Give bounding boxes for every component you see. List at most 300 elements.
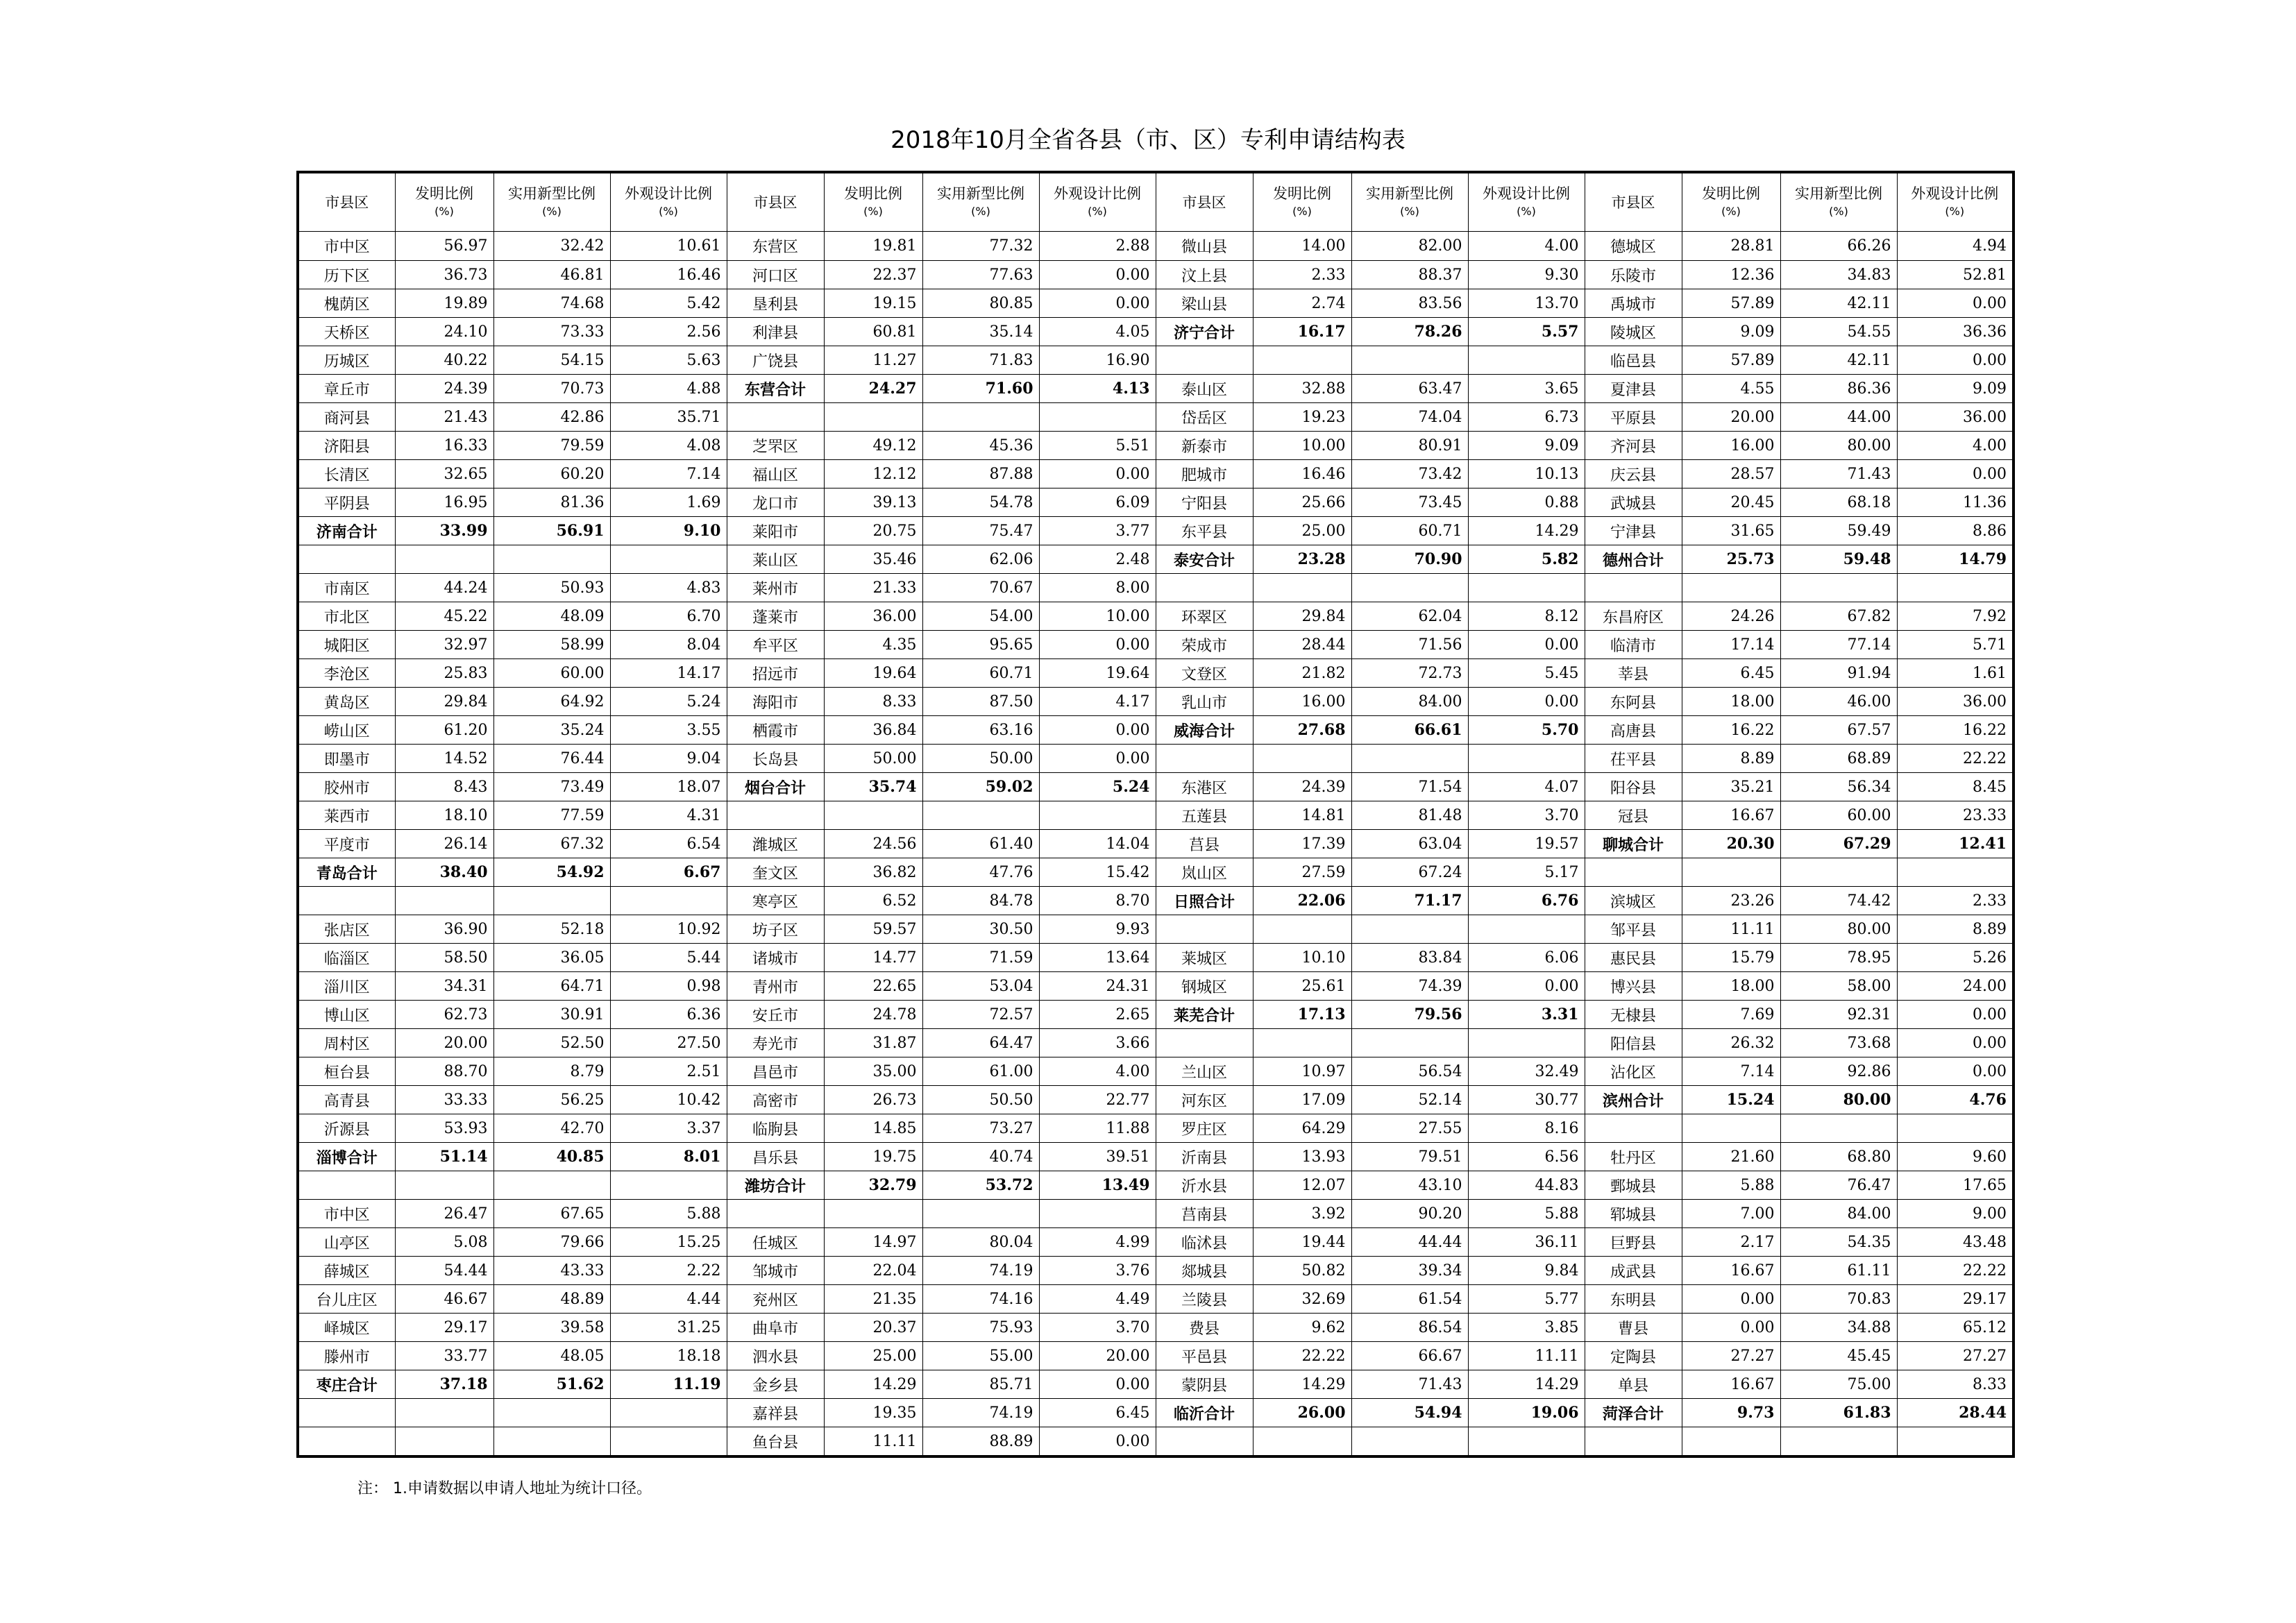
cell-design: 8.45 — [1897, 773, 2014, 801]
cell-invention: 19.64 — [824, 659, 922, 688]
cell-invention: 14.85 — [824, 1114, 922, 1143]
cell-invention: 27.59 — [1253, 858, 1351, 887]
header-region — [727, 172, 824, 232]
cell-region: 齐河县 — [1585, 432, 1682, 460]
cell-invention: 57.89 — [1682, 289, 1780, 318]
cell-utility: 43.10 — [1351, 1171, 1468, 1200]
cell-design: 16.90 — [1039, 346, 1156, 375]
cell-utility: 80.04 — [922, 1228, 1039, 1257]
cell-utility: 52.14 — [1351, 1086, 1468, 1114]
cell-region: 兰山区 — [1156, 1057, 1253, 1086]
cell-invention: 14.29 — [824, 1370, 922, 1399]
cell-utility — [493, 1427, 610, 1457]
header-label: 实用新型比例 — [1366, 185, 1453, 202]
cell-design: 11.19 — [610, 1370, 727, 1399]
cell-invention: 35.74 — [824, 773, 922, 801]
cell-utility: 30.91 — [493, 1001, 610, 1029]
cell-invention: 18.00 — [1682, 972, 1780, 1001]
cell-region: 临清市 — [1585, 631, 1682, 659]
cell-utility: 54.55 — [1780, 318, 1897, 346]
header-unit: (%) — [971, 204, 990, 218]
cell-design: 36.11 — [1468, 1228, 1585, 1257]
cell-region: 芝罘区 — [727, 432, 824, 460]
cell-design: 7.92 — [1897, 602, 2014, 631]
cell-region: 平邑县 — [1156, 1342, 1253, 1370]
cell-utility: 63.47 — [1351, 375, 1468, 403]
cell-utility: 67.65 — [493, 1200, 610, 1228]
cell-design: 0.00 — [1468, 972, 1585, 1001]
cell-region: 寒亭区 — [727, 887, 824, 915]
cell-invention: 39.13 — [824, 488, 922, 517]
cell-design: 4.05 — [1039, 318, 1156, 346]
header-label: 发明比例 — [415, 185, 473, 202]
cell-invention — [1253, 1029, 1351, 1057]
cell-invention: 29.84 — [395, 688, 493, 716]
header-label: 市县区 — [1182, 194, 1226, 211]
table-row — [298, 1200, 2014, 1228]
cell-region: 河东区 — [1156, 1086, 1253, 1114]
cell-invention: 7.14 — [1682, 1057, 1780, 1086]
cell-invention: 17.14 — [1682, 631, 1780, 659]
cell-region — [1156, 1029, 1253, 1057]
cell-region: 招远市 — [727, 659, 824, 688]
cell-design: 4.76 — [1897, 1086, 2014, 1114]
cell-utility: 60.00 — [1780, 801, 1897, 830]
cell-utility: 82.00 — [1351, 232, 1468, 261]
cell-design: 8.33 — [1897, 1370, 2014, 1399]
cell-design: 24.31 — [1039, 972, 1156, 1001]
cell-design: 18.07 — [610, 773, 727, 801]
cell-design: 4.00 — [1039, 1057, 1156, 1086]
cell-design: 4.49 — [1039, 1285, 1156, 1314]
cell-utility: 73.33 — [493, 318, 610, 346]
cell-region: 巨野县 — [1585, 1228, 1682, 1257]
cell-invention: 28.81 — [1682, 232, 1780, 261]
cell-utility: 62.04 — [1351, 602, 1468, 631]
cell-region: 烟台合计 — [727, 773, 824, 801]
table-row — [298, 1029, 2014, 1057]
cell-design: 5.24 — [1039, 773, 1156, 801]
header-label: 市县区 — [1611, 194, 1655, 211]
cell-design: 10.61 — [610, 232, 727, 261]
cell-invention: 32.79 — [824, 1171, 922, 1200]
table-row — [298, 972, 2014, 1001]
cell-utility: 52.50 — [493, 1029, 610, 1057]
cell-utility: 46.00 — [1780, 688, 1897, 716]
cell-region: 夏津县 — [1585, 375, 1682, 403]
cell-invention: 22.22 — [1253, 1342, 1351, 1370]
cell-region: 黄岛区 — [298, 688, 395, 716]
cell-region: 滕州市 — [298, 1342, 395, 1370]
header-label: 实用新型比例 — [1795, 185, 1882, 202]
cell-design: 14.17 — [610, 659, 727, 688]
cell-invention: 6.45 — [1682, 659, 1780, 688]
cell-region: 任城区 — [727, 1228, 824, 1257]
cell-invention: 2.33 — [1253, 261, 1351, 289]
cell-region: 东明县 — [1585, 1285, 1682, 1314]
cell-utility: 51.62 — [493, 1370, 610, 1399]
cell-region: 栖霞市 — [727, 716, 824, 745]
cell-region: 利津县 — [727, 318, 824, 346]
cell-region: 费县 — [1156, 1314, 1253, 1342]
cell-utility: 83.84 — [1351, 944, 1468, 972]
cell-utility: 50.93 — [493, 574, 610, 602]
cell-design: 5.77 — [1468, 1285, 1585, 1314]
cell-design: 5.88 — [610, 1200, 727, 1228]
cell-design: 9.09 — [1468, 432, 1585, 460]
cell-utility: 73.42 — [1351, 460, 1468, 488]
cell-region: 邹平县 — [1585, 915, 1682, 944]
cell-utility: 71.59 — [922, 944, 1039, 972]
cell-design: 8.01 — [610, 1143, 727, 1171]
cell-invention: 0.00 — [1682, 1314, 1780, 1342]
cell-region — [1585, 574, 1682, 602]
cell-invention: 46.67 — [395, 1285, 493, 1314]
cell-region: 曹县 — [1585, 1314, 1682, 1342]
cell-region: 临朐县 — [727, 1114, 824, 1143]
cell-utility: 35.14 — [922, 318, 1039, 346]
cell-utility: 42.70 — [493, 1114, 610, 1143]
cell-utility: 68.80 — [1780, 1143, 1897, 1171]
cell-region: 冠县 — [1585, 801, 1682, 830]
cell-invention: 53.93 — [395, 1114, 493, 1143]
cell-design: 6.54 — [610, 830, 727, 858]
cell-invention: 22.04 — [824, 1257, 922, 1285]
cell-region: 牟平区 — [727, 631, 824, 659]
table-row — [298, 659, 2014, 688]
cell-invention: 16.17 — [1253, 318, 1351, 346]
cell-design: 10.42 — [610, 1086, 727, 1114]
cell-invention: 38.40 — [395, 858, 493, 887]
cell-design: 14.04 — [1039, 830, 1156, 858]
cell-invention — [1682, 858, 1780, 887]
cell-utility: 85.71 — [922, 1370, 1039, 1399]
cell-design — [1897, 858, 2014, 887]
cell-design: 30.77 — [1468, 1086, 1585, 1114]
cell-region: 德城区 — [1585, 232, 1682, 261]
cell-region: 邹城市 — [727, 1257, 824, 1285]
cell-region: 潍坊合计 — [727, 1171, 824, 1200]
cell-region: 肥城市 — [1156, 460, 1253, 488]
cell-utility: 80.91 — [1351, 432, 1468, 460]
cell-design: 6.70 — [610, 602, 727, 631]
cell-design: 6.76 — [1468, 887, 1585, 915]
cell-design: 16.22 — [1897, 716, 2014, 745]
header-invention — [395, 172, 493, 232]
cell-region: 高青县 — [298, 1086, 395, 1114]
cell-utility — [493, 887, 610, 915]
cell-design: 2.65 — [1039, 1001, 1156, 1029]
cell-invention: 19.44 — [1253, 1228, 1351, 1257]
cell-region: 五莲县 — [1156, 801, 1253, 830]
cell-utility: 71.43 — [1351, 1370, 1468, 1399]
cell-design: 0.88 — [1468, 488, 1585, 517]
cell-region: 单县 — [1585, 1370, 1682, 1399]
cell-design: 10.92 — [610, 915, 727, 944]
cell-invention: 9.62 — [1253, 1314, 1351, 1342]
cell-invention: 36.00 — [824, 602, 922, 631]
cell-invention — [1253, 346, 1351, 375]
cell-utility: 54.35 — [1780, 1228, 1897, 1257]
cell-region: 昌乐县 — [727, 1143, 824, 1171]
cell-invention: 19.81 — [824, 232, 922, 261]
cell-invention: 3.92 — [1253, 1200, 1351, 1228]
cell-design: 5.57 — [1468, 318, 1585, 346]
cell-region — [298, 887, 395, 915]
table-row — [298, 432, 2014, 460]
cell-utility — [493, 1171, 610, 1200]
cell-design: 24.00 — [1897, 972, 2014, 1001]
cell-design: 4.31 — [610, 801, 727, 830]
table-row — [298, 1399, 2014, 1427]
cell-region: 沂源县 — [298, 1114, 395, 1143]
header-unit: (%) — [542, 204, 562, 218]
cell-invention: 25.00 — [824, 1342, 922, 1370]
cell-utility: 71.60 — [922, 375, 1039, 403]
cell-design: 11.88 — [1039, 1114, 1156, 1143]
cell-utility: 61.40 — [922, 830, 1039, 858]
cell-utility: 81.48 — [1351, 801, 1468, 830]
table-row — [298, 745, 2014, 773]
cell-utility: 53.04 — [922, 972, 1039, 1001]
cell-invention: 29.17 — [395, 1314, 493, 1342]
cell-design: 5.26 — [1897, 944, 2014, 972]
cell-design: 4.00 — [1897, 432, 2014, 460]
cell-utility — [493, 545, 610, 574]
cell-region: 沾化区 — [1585, 1057, 1682, 1086]
cell-invention: 24.10 — [395, 318, 493, 346]
header-unit: (%) — [863, 204, 883, 218]
cell-utility: 92.31 — [1780, 1001, 1897, 1029]
cell-region: 博兴县 — [1585, 972, 1682, 1001]
cell-design: 4.17 — [1039, 688, 1156, 716]
cell-region: 市南区 — [298, 574, 395, 602]
cell-utility: 88.89 — [922, 1427, 1039, 1457]
cell-design: 5.70 — [1468, 716, 1585, 745]
footnote: 注： 1.申请数据以申请人地址为统计口径。 — [357, 1480, 652, 1497]
header-utility — [1780, 172, 1897, 232]
cell-invention: 16.46 — [1253, 460, 1351, 488]
cell-invention: 37.18 — [395, 1370, 493, 1399]
cell-invention: 17.09 — [1253, 1086, 1351, 1114]
cell-invention: 21.60 — [1682, 1143, 1780, 1171]
cell-region: 微山县 — [1156, 232, 1253, 261]
cell-utility: 74.42 — [1780, 887, 1897, 915]
cell-utility: 54.94 — [1351, 1399, 1468, 1427]
cell-invention: 36.82 — [824, 858, 922, 887]
table-row — [298, 375, 2014, 403]
cell-design: 9.00 — [1897, 1200, 2014, 1228]
cell-region: 天桥区 — [298, 318, 395, 346]
cell-design: 0.00 — [1039, 1427, 1156, 1457]
cell-invention — [1253, 745, 1351, 773]
cell-utility: 40.85 — [493, 1143, 610, 1171]
cell-region: 阳谷县 — [1585, 773, 1682, 801]
cell-utility: 60.71 — [1351, 517, 1468, 545]
header-label: 市县区 — [325, 194, 369, 211]
cell-region: 莱州市 — [727, 574, 824, 602]
cell-utility: 61.83 — [1780, 1399, 1897, 1427]
cell-region: 平阴县 — [298, 488, 395, 517]
cell-invention: 50.00 — [824, 745, 922, 773]
cell-utility: 42.86 — [493, 403, 610, 432]
cell-invention: 8.43 — [395, 773, 493, 801]
cell-design — [1468, 574, 1585, 602]
cell-region: 城阳区 — [298, 631, 395, 659]
cell-design: 9.60 — [1897, 1143, 2014, 1171]
cell-design: 5.17 — [1468, 858, 1585, 887]
cell-region: 罗庄区 — [1156, 1114, 1253, 1143]
cell-region: 历城区 — [298, 346, 395, 375]
cell-design: 19.64 — [1039, 659, 1156, 688]
cell-utility: 77.59 — [493, 801, 610, 830]
table-row — [298, 858, 2014, 887]
cell-utility: 83.56 — [1351, 289, 1468, 318]
cell-design: 4.99 — [1039, 1228, 1156, 1257]
header-label: 发明比例 — [1273, 185, 1331, 202]
cell-design: 0.00 — [1468, 688, 1585, 716]
cell-invention: 20.00 — [1682, 403, 1780, 432]
cell-region: 莒南县 — [1156, 1200, 1253, 1228]
cell-invention: 29.84 — [1253, 602, 1351, 631]
cell-design: 8.70 — [1039, 887, 1156, 915]
cell-invention: 28.57 — [1682, 460, 1780, 488]
cell-invention: 14.81 — [1253, 801, 1351, 830]
cell-invention: 23.26 — [1682, 887, 1780, 915]
cell-utility: 86.54 — [1351, 1314, 1468, 1342]
cell-utility: 66.61 — [1351, 716, 1468, 745]
cell-design: 7.14 — [610, 460, 727, 488]
cell-invention: 17.13 — [1253, 1001, 1351, 1029]
cell-invention: 20.00 — [395, 1029, 493, 1057]
cell-utility: 74.04 — [1351, 403, 1468, 432]
cell-utility: 50.50 — [922, 1086, 1039, 1114]
cell-region: 宁阳县 — [1156, 488, 1253, 517]
cell-utility: 88.37 — [1351, 261, 1468, 289]
cell-utility: 77.14 — [1780, 631, 1897, 659]
cell-design: 14.29 — [1468, 1370, 1585, 1399]
cell-region: 环翠区 — [1156, 602, 1253, 631]
cell-utility: 71.83 — [922, 346, 1039, 375]
cell-utility: 8.79 — [493, 1057, 610, 1086]
cell-region: 市中区 — [298, 232, 395, 261]
cell-utility — [1780, 858, 1897, 887]
cell-invention: 49.12 — [824, 432, 922, 460]
cell-utility: 79.56 — [1351, 1001, 1468, 1029]
cell-region: 庆云县 — [1585, 460, 1682, 488]
cell-invention: 21.82 — [1253, 659, 1351, 688]
cell-region: 东营区 — [727, 232, 824, 261]
cell-invention: 34.31 — [395, 972, 493, 1001]
cell-design: 0.00 — [1897, 1057, 2014, 1086]
cell-invention: 56.97 — [395, 232, 493, 261]
cell-region: 莱芜合计 — [1156, 1001, 1253, 1029]
cell-region: 定陶县 — [1585, 1342, 1682, 1370]
cell-invention: 88.70 — [395, 1057, 493, 1086]
cell-invention — [1253, 1427, 1351, 1457]
cell-invention: 33.99 — [395, 517, 493, 545]
cell-utility: 40.74 — [922, 1143, 1039, 1171]
cell-invention: 14.52 — [395, 745, 493, 773]
cell-region: 市中区 — [298, 1200, 395, 1228]
cell-invention: 31.65 — [1682, 517, 1780, 545]
cell-design: 3.37 — [610, 1114, 727, 1143]
table-body — [298, 232, 2014, 1457]
cell-utility: 63.16 — [922, 716, 1039, 745]
cell-design: 0.00 — [1039, 716, 1156, 745]
cell-utility: 76.47 — [1780, 1171, 1897, 1200]
cell-region: 淄博合计 — [298, 1143, 395, 1171]
header-unit: (%) — [1517, 204, 1536, 218]
cell-design — [1468, 745, 1585, 773]
cell-region: 峄城区 — [298, 1314, 395, 1342]
page-title: 2018年10月全省各县（市、区）专利申请结构表 — [890, 126, 1406, 154]
cell-design — [1468, 1029, 1585, 1057]
cell-invention — [824, 801, 922, 830]
cell-design — [1897, 1114, 2014, 1143]
cell-region: 泗水县 — [727, 1342, 824, 1370]
cell-utility: 58.00 — [1780, 972, 1897, 1001]
cell-invention: 19.23 — [1253, 403, 1351, 432]
cell-invention: 58.50 — [395, 944, 493, 972]
table-row — [298, 574, 2014, 602]
cell-design — [1468, 346, 1585, 375]
cell-design: 3.76 — [1039, 1257, 1156, 1285]
table-row — [298, 631, 2014, 659]
cell-region — [727, 1200, 824, 1228]
cell-region — [1585, 1427, 1682, 1457]
cell-design: 4.94 — [1897, 232, 2014, 261]
table-row — [298, 460, 2014, 488]
cell-design: 36.36 — [1897, 318, 2014, 346]
cell-utility: 67.24 — [1351, 858, 1468, 887]
cell-design — [610, 1171, 727, 1200]
cell-region: 市北区 — [298, 602, 395, 631]
cell-design: 6.56 — [1468, 1143, 1585, 1171]
cell-region: 滨城区 — [1585, 887, 1682, 915]
cell-utility: 90.20 — [1351, 1200, 1468, 1228]
cell-design: 65.12 — [1897, 1314, 2014, 1342]
cell-region: 坊子区 — [727, 915, 824, 944]
cell-region — [1585, 1114, 1682, 1143]
cell-region: 郓城县 — [1585, 1200, 1682, 1228]
cell-design: 27.27 — [1897, 1342, 2014, 1370]
header-unit: (%) — [1292, 204, 1312, 218]
cell-utility: 77.63 — [922, 261, 1039, 289]
cell-design — [1468, 1427, 1585, 1457]
cell-design: 0.00 — [1039, 745, 1156, 773]
cell-design: 0.00 — [1039, 631, 1156, 659]
table-row — [298, 915, 2014, 944]
cell-utility: 64.71 — [493, 972, 610, 1001]
cell-invention: 11.11 — [824, 1427, 922, 1457]
cell-utility: 47.76 — [922, 858, 1039, 887]
cell-design: 0.00 — [1039, 289, 1156, 318]
cell-region: 潍城区 — [727, 830, 824, 858]
cell-region: 滨州合计 — [1585, 1086, 1682, 1114]
cell-utility: 52.18 — [493, 915, 610, 944]
cell-invention: 20.37 — [824, 1314, 922, 1342]
cell-region: 广饶县 — [727, 346, 824, 375]
cell-utility: 56.25 — [493, 1086, 610, 1114]
cell-invention: 22.37 — [824, 261, 922, 289]
cell-region — [1156, 1427, 1253, 1457]
cell-region: 昌邑市 — [727, 1057, 824, 1086]
cell-region: 薛城区 — [298, 1257, 395, 1285]
cell-region: 济阳县 — [298, 432, 395, 460]
cell-region: 金乡县 — [727, 1370, 824, 1399]
cell-invention: 26.32 — [1682, 1029, 1780, 1057]
